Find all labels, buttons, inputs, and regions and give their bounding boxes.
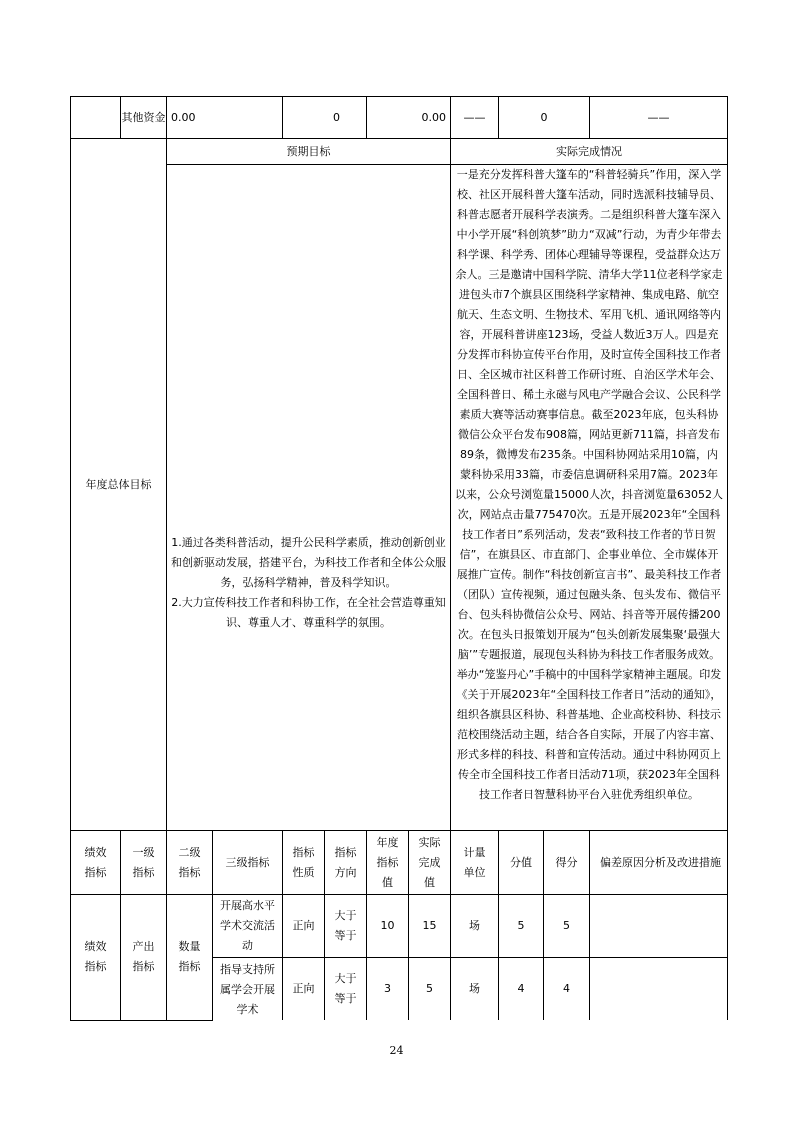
header-performance: 绩效指标 [71, 831, 121, 895]
group-level1: 产出指标 [121, 895, 167, 1021]
header-nature: 指标性质 [283, 831, 325, 895]
indicator-actual: 5 [409, 958, 451, 1021]
indicator-weight: 5 [499, 895, 544, 958]
header-score: 得分 [544, 831, 590, 895]
indicator-unit: 场 [451, 958, 499, 1021]
indicator-weight: 4 [499, 958, 544, 1021]
indicator-score: 4 [544, 958, 590, 1021]
header-level1: 一级指标 [121, 831, 167, 895]
header-annual-value: 年度指标值 [367, 831, 409, 895]
indicator-header-row [71, 831, 728, 895]
group-performance: 绩效指标 [71, 895, 121, 1021]
budget-value: 0.00 [167, 97, 283, 139]
performance-evaluation-table [70, 96, 728, 1021]
header-level2: 二级指标 [167, 831, 213, 895]
header-direction: 指标方向 [325, 831, 367, 895]
other-funds-row [71, 97, 728, 139]
header-unit: 计量单位 [451, 831, 499, 895]
indicator-score: 5 [544, 895, 590, 958]
expected-goal-header: 预期目标 [167, 139, 451, 165]
actual-completion-text: 一是充分发挥科普大篷车的“科普轻骑兵”作用，深入学校、社区开展科普大篷车活动，同时选派科技辅导员、科普志愿者开展科学表演秀。二是组织科普大篷车深入中小学开展“科创筑梦”助力“双减”行动，为青少年带去科学课、科学秀、团体心理辅导等课程，受益群众达万余人。三是邀请中国科学院、清华大学11位老科学家走进包头市7个旗县区围绕科学家精神、集成电路、航空航天、生态文明、生物技术、军用飞机、通讯网络等内容，开展科普讲座123场，受益人数近3万人。四是充分发挥市科协宣传平台作用，及时宣传全国科技工作者日、全区城市社区科普工作研讨班、自治区学术年会、全国科普日、稀土永磁与风电产学融合会议、公民科学素质大赛等活动赛事信息。截至2023年底，包头科协微信公众平台发布908篇，网站更新711篇，抖音发布89条，微博发布235条。中国科协网站采用10篇，内蒙科协采用33篇，市委信息调研科采用7篇。2023年以来，公众号浏览量15000人次，抖音浏览量63052人次，网站点击量775470次。五是开展2023年“全国科技工作者日”系列活动，发表“致科技工作者的节日贺信”，在旗县区、市直部门、企事业单位、全市媒体开展推广宣传。制作“科技创新宣言书”、最美科技工作者（团队）宣传视频，通过包融头条、包头发布、微信平台、包头科协微信公众号、网站、抖音等开展传播200次。在包头日报策划开展为“包头创新发展集聚‘最强大脑’”专题报道，展现包头科协为科技工作者服务成效。举办“笼鉴丹心”手稿中的中国科学家精神主题展。印发《关于开展2023年“全国科技工作者日”活动的通知》，组织各旗县区科协、科普基地、企业高校科协、科技示范校围绕活动主题，结合各自实际，开展了内容丰富、形式多样的科技、科普和宣传活动。通过中科协网页上传全市全国科技工作者日活动71项，获2023年全国科技工作者日智慧科协平台入驻优秀组织单位。 [451, 165, 728, 831]
header-weight: 分值 [499, 831, 544, 895]
header-deviation: 偏差原因分析及改进措施 [590, 831, 728, 895]
indicator-row-1 [71, 895, 728, 958]
actual-completion-header: 实际完成情况 [451, 139, 728, 165]
goal-body-row [71, 165, 728, 831]
indicator-nature: 正向 [283, 895, 325, 958]
indicator-unit: 场 [451, 895, 499, 958]
indicator-actual: 15 [409, 895, 451, 958]
annual-goal-label: 年度总体目标 [71, 139, 167, 831]
other-funds-label: 其他资金 [121, 97, 167, 139]
indicator-name: 开展高水平学术交流活动 [213, 895, 283, 958]
page-number: 24 [389, 1044, 404, 1057]
goal-header-row [71, 139, 728, 165]
indicator-deviation [590, 958, 728, 1021]
execution-rate-value: 0 [499, 97, 590, 139]
executed-value: 0.00 [367, 97, 451, 139]
indicator-target: 3 [367, 958, 409, 1021]
indicator-deviation [590, 895, 728, 958]
indicator-nature: 正向 [283, 958, 325, 1021]
blank-cell [71, 97, 121, 139]
score-weight-value: —— [451, 97, 499, 139]
header-level3: 三级指标 [213, 831, 283, 895]
indicator-direction: 大于等于 [325, 895, 367, 958]
group-level2: 数量指标 [167, 895, 213, 1021]
expected-goal-text: 1.通过各类科普活动，提升公民科学素质，推动创新创业和创新驱动发展，搭建平台，为科技工作者和全体公众服务，弘扬科学精神，普及科学知识。 2.大力宣传科技工作者和科协工作，在全社会营造尊重知识、尊重人才、尊重科学的氛围。 [167, 165, 451, 831]
indicator-name: 指导支持所属学会开展学术 [213, 958, 283, 1021]
score-value: —— [590, 97, 728, 139]
indicator-target: 10 [367, 895, 409, 958]
header-actual-value: 实际完成值 [409, 831, 451, 895]
adjusted-value: 0 [283, 97, 367, 139]
indicator-direction: 大于等于 [325, 958, 367, 1021]
